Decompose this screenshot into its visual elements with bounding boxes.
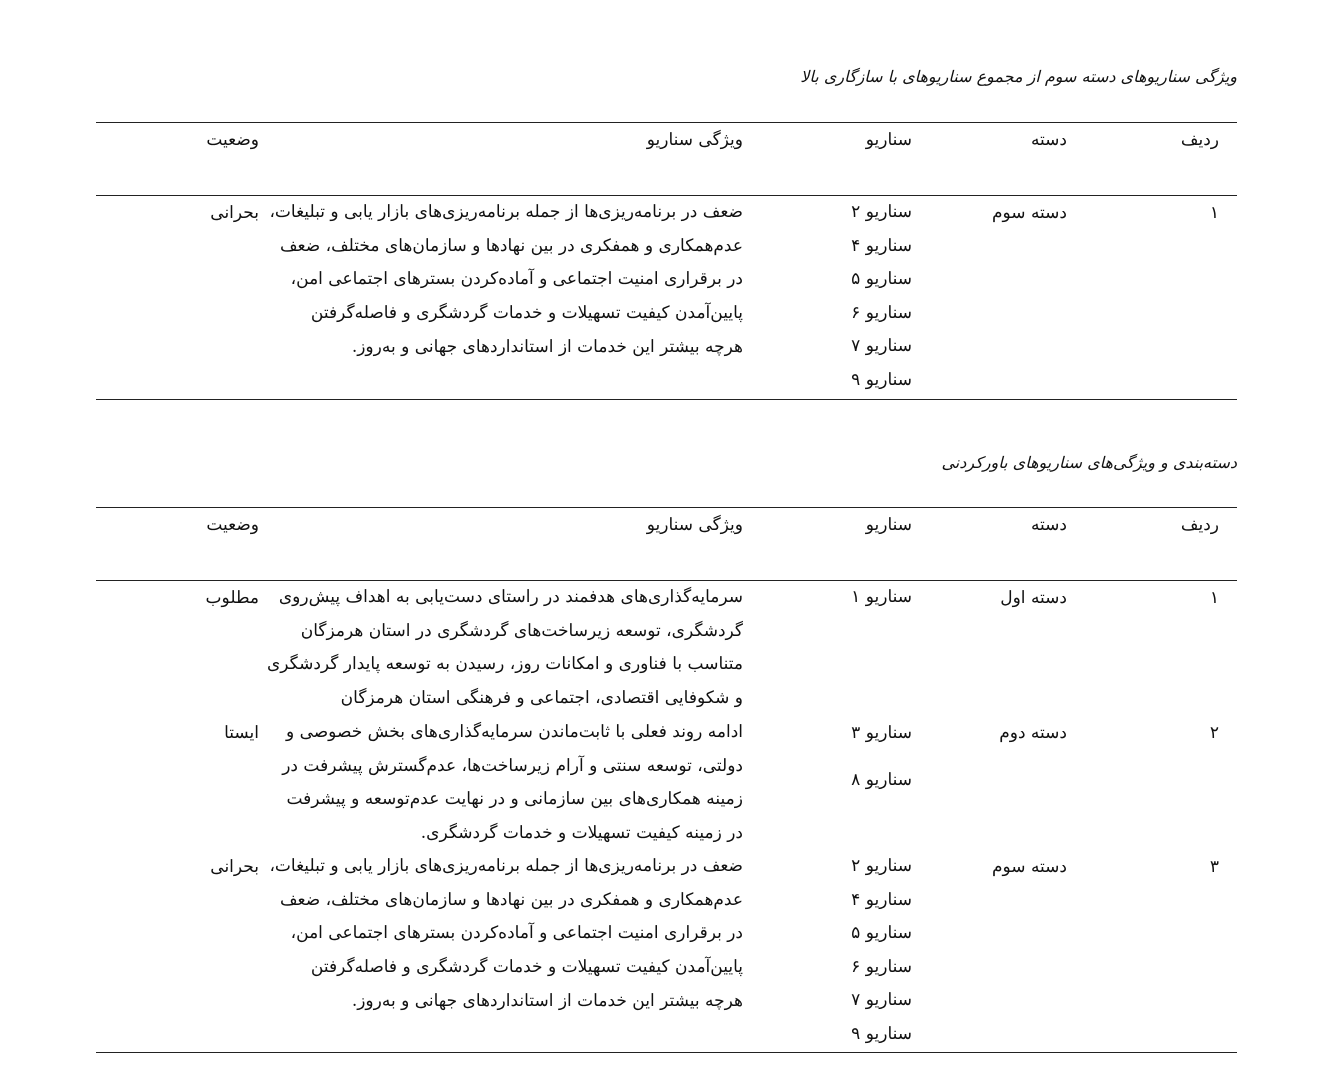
row-index: ۱ [1209, 203, 1219, 223]
scenario-item: سناریو ۸ [851, 770, 912, 790]
feature-line: ضعف در برنامه‌ریزی‌ها از جمله برنامه‌ریزی‌های بازار یابی و تبلیغات، [269, 202, 743, 222]
scenario-item: سناریو ۴ [851, 235, 912, 256]
feature-line: پایین‌آمدن کیفیت تسهیلات و خدمات گردشگری و فاصله‌گرفتن [310, 957, 743, 978]
row-index: ۱ [1209, 588, 1219, 608]
feature-line: عدم‌همکاری و همفکری در بین نهادها و سازمان‌های مختلف، ضعف [279, 235, 743, 256]
table-row [96, 716, 1237, 850]
scenario-item: سناریو ۲ [851, 856, 912, 876]
feature-line: در برقراری امنیت اجتماعی و آماده‌کردن بسترهای اجتماعی امن، [290, 923, 743, 944]
row-index: ۳ [1209, 857, 1219, 877]
row-status: بحرانی [210, 857, 259, 877]
feature-line: هرچه بیشتر این خدمات از استانداردهای جهانی و به‌روز. [351, 990, 743, 1011]
row-status: ایستا [224, 723, 259, 743]
document-page [96, 0, 1237, 1084]
header-feature: ویژگی سناریو [646, 515, 743, 535]
feature-line: سرمایه‌گذاری‌های هدفمند در راستای دست‌یابی به اهداف پیش‌روی [278, 587, 743, 607]
header-scenario: سناریو [865, 515, 912, 535]
header-row-number: ردیف [1180, 130, 1219, 150]
scenario-item: سناریو ۷ [851, 990, 912, 1010]
feature-line: گردشگری، توسعه زیرساخت‌های گردشگری در استان هرمزگان [300, 620, 743, 641]
row-status: بحرانی [210, 203, 259, 223]
scenario-item: سناریو ۹ [851, 369, 912, 390]
table-row [96, 850, 1237, 1050]
feature-line: عدم‌همکاری و همفکری در بین نهادها و سازمان‌های مختلف، ضعف [279, 889, 743, 910]
scenario-list [851, 850, 912, 1051]
header-scenario: سناریو [865, 130, 912, 150]
row-category: دسته اول [1000, 588, 1067, 608]
scenario-item: سناریو ۲ [851, 202, 912, 222]
feature-line: زمینه همکاری‌های بین سازمانی و در نهایت عدم‌توسعه و پیشرفت [286, 789, 743, 810]
header-category: دسته [1030, 515, 1067, 535]
feature-line: ادامه روند فعلی با ثابت‌ماندن سرمایه‌گذاری‌های بخش خصوصی و [285, 722, 743, 742]
table1-header-row [96, 123, 1237, 196]
scenario-item: سناریو ۵ [851, 269, 912, 289]
table-row [96, 581, 1237, 716]
scenario-item: سناریو ۶ [851, 302, 912, 323]
row-status: مطلوب [205, 588, 259, 608]
scenario-item: سناریو ۳ [851, 723, 912, 743]
feature-line: ضعف در برنامه‌ریزی‌ها از جمله برنامه‌ریزی‌های بازار یابی و تبلیغات، [269, 856, 743, 876]
header-status: وضعیت [206, 515, 259, 535]
table2 [96, 507, 1237, 1053]
scenario-item: سناریو ۴ [851, 889, 912, 910]
feature-line: دولتی، توسعه سنتی و آرام زیرساخت‌ها، عدم‌گسترش پیشرفت در [282, 755, 743, 776]
feature-line: و شکوفایی اقتصادی، اجتماعی و فرهنگی استان هرمزگان [340, 688, 743, 709]
scenario-list [851, 581, 912, 615]
table1 [96, 122, 1237, 400]
row-category: دسته سوم [991, 203, 1067, 223]
feature-line: در زمینه کیفیت تسهیلات و خدمات گردشگری. [420, 823, 743, 844]
scenario-feature [269, 850, 743, 1018]
table2-caption: دسته‌بندی و ویژگی‌های سناریوهای باورکردنی [941, 453, 1237, 472]
scenario-list [851, 196, 912, 397]
scenario-item: سناریو ۵ [851, 923, 912, 943]
header-status: وضعیت [206, 130, 259, 150]
table1-caption: ویژگی سناریوهای دسته سوم از مجموع سناریوهای با سازگاری بالا [800, 67, 1237, 86]
header-row-number: ردیف [1180, 515, 1219, 535]
scenario-feature [267, 581, 743, 716]
row-index: ۲ [1209, 723, 1219, 743]
feature-line: متناسب با فناوری و امکانات روز، رسیدن به توسعه پایدار گردشگری [267, 654, 743, 675]
feature-line: هرچه بیشتر این خدمات از استانداردهای جهانی و به‌روز. [351, 336, 743, 357]
scenario-feature [269, 196, 743, 364]
scenario-item: سناریو ۱ [851, 587, 912, 607]
scenario-item: سناریو ۶ [851, 956, 912, 977]
row-category: دسته سوم [991, 857, 1067, 877]
scenario-item: سناریو ۹ [851, 1023, 912, 1044]
feature-line: در برقراری امنیت اجتماعی و آماده‌کردن بسترهای اجتماعی امن، [290, 269, 743, 290]
scenario-item: سناریو ۷ [851, 336, 912, 356]
scenario-feature [282, 716, 743, 851]
table-row [96, 196, 1237, 399]
header-feature: ویژگی سناریو [646, 130, 743, 150]
header-category: دسته [1030, 130, 1067, 150]
row-category: دسته دوم [999, 723, 1067, 743]
table2-header-row [96, 508, 1237, 581]
feature-line: پایین‌آمدن کیفیت تسهیلات و خدمات گردشگری و فاصله‌گرفتن [310, 303, 743, 324]
